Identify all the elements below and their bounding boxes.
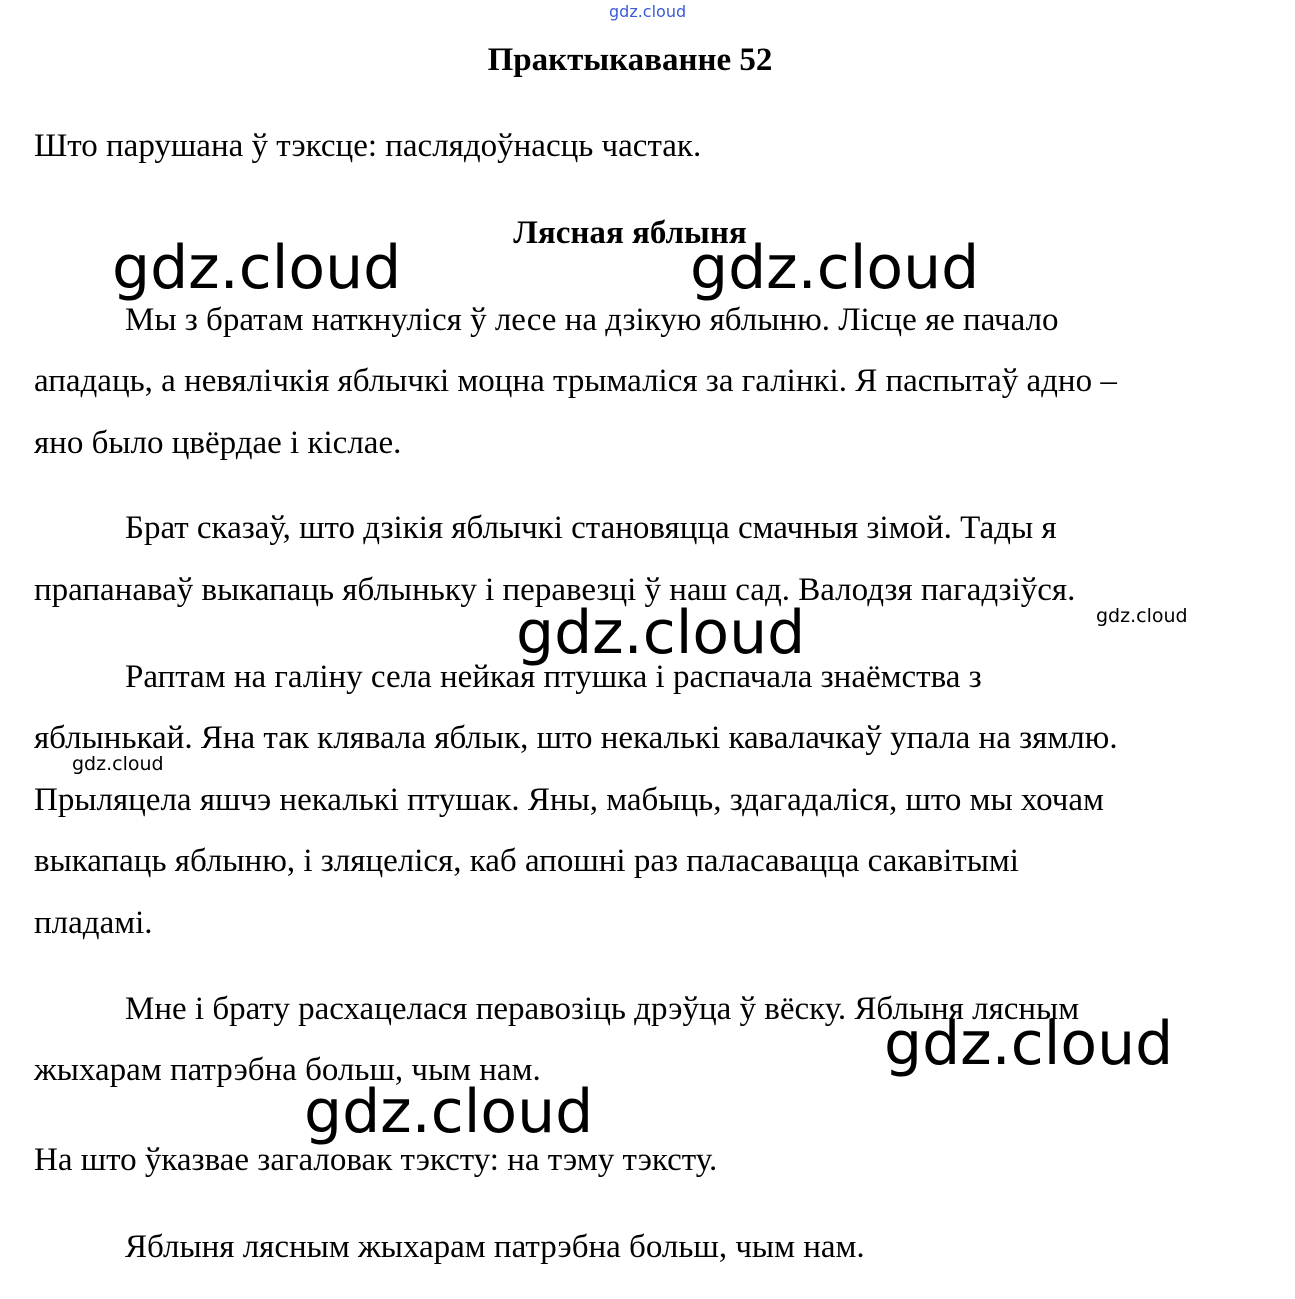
story-line: Мне і брату расхацелася перавозіць дрэўца ў вёску. Яблыня лясным: [125, 991, 1080, 1027]
story-line: жыхарам патрэбна больш, чым нам.: [34, 1052, 541, 1088]
story-line: Брат сказаў, што дзікія яблычкі становяцца смачныя зімой. Тады я: [125, 510, 1057, 546]
watermark: gdz.cloud: [884, 1009, 1174, 1079]
question-title: На што ўказвае загаловак тэксту: на тэму тэксту.: [34, 1142, 718, 1178]
story-line: яблынькай. Яна так клявала яблык, што некалькі кавалачкаў упала на зямлю.: [34, 720, 1118, 756]
story-line: Раптам на галіну села нейкая птушка і распачала знаёмства з: [125, 659, 982, 695]
story-line: яно было цвёрдае і кіслае.: [34, 425, 402, 461]
watermark: gdz.cloud: [304, 1077, 594, 1147]
story-line: пладамі.: [34, 905, 153, 941]
exercise-heading: Практыкаванне 52: [487, 42, 773, 78]
story-title: Лясная яблыня: [513, 215, 747, 251]
watermark: gdz.cloud: [112, 233, 402, 303]
story-line: ападаць, а невялічкія яблычкі моцна трымаліся за галінкі. Я паспытаў адно –: [34, 363, 1117, 399]
watermark: gdz.cloud: [690, 233, 980, 303]
question-sequence: Што парушана ў тэксце: паслядоўнасць частак.: [34, 128, 702, 164]
story-line: прапанаваў выкапаць яблыньку і перавезці ў наш сад. Валодзя пагадзіўся.: [34, 572, 1076, 608]
watermark-top: gdz.cloud: [609, 2, 687, 21]
watermark: gdz.cloud: [516, 598, 806, 668]
watermark: gdz.cloud: [1096, 605, 1188, 627]
story-line: Мы з братам наткнуліся ў лесе на дзікую яблыню. Лісце яе пачало: [125, 302, 1059, 338]
story-line: выкапаць яблыню, і зляцеліся, каб апошні раз паласавацца сакавітымі: [34, 843, 1019, 879]
watermark: gdz.cloud: [72, 753, 164, 775]
answer-line: Яблыня лясным жыхарам патрэбна больш, чым нам.: [125, 1229, 865, 1265]
story-line: Прыляцела яшчэ некалькі птушак. Яны, мабыць, здагадаліся, што мы хочам: [34, 782, 1104, 818]
